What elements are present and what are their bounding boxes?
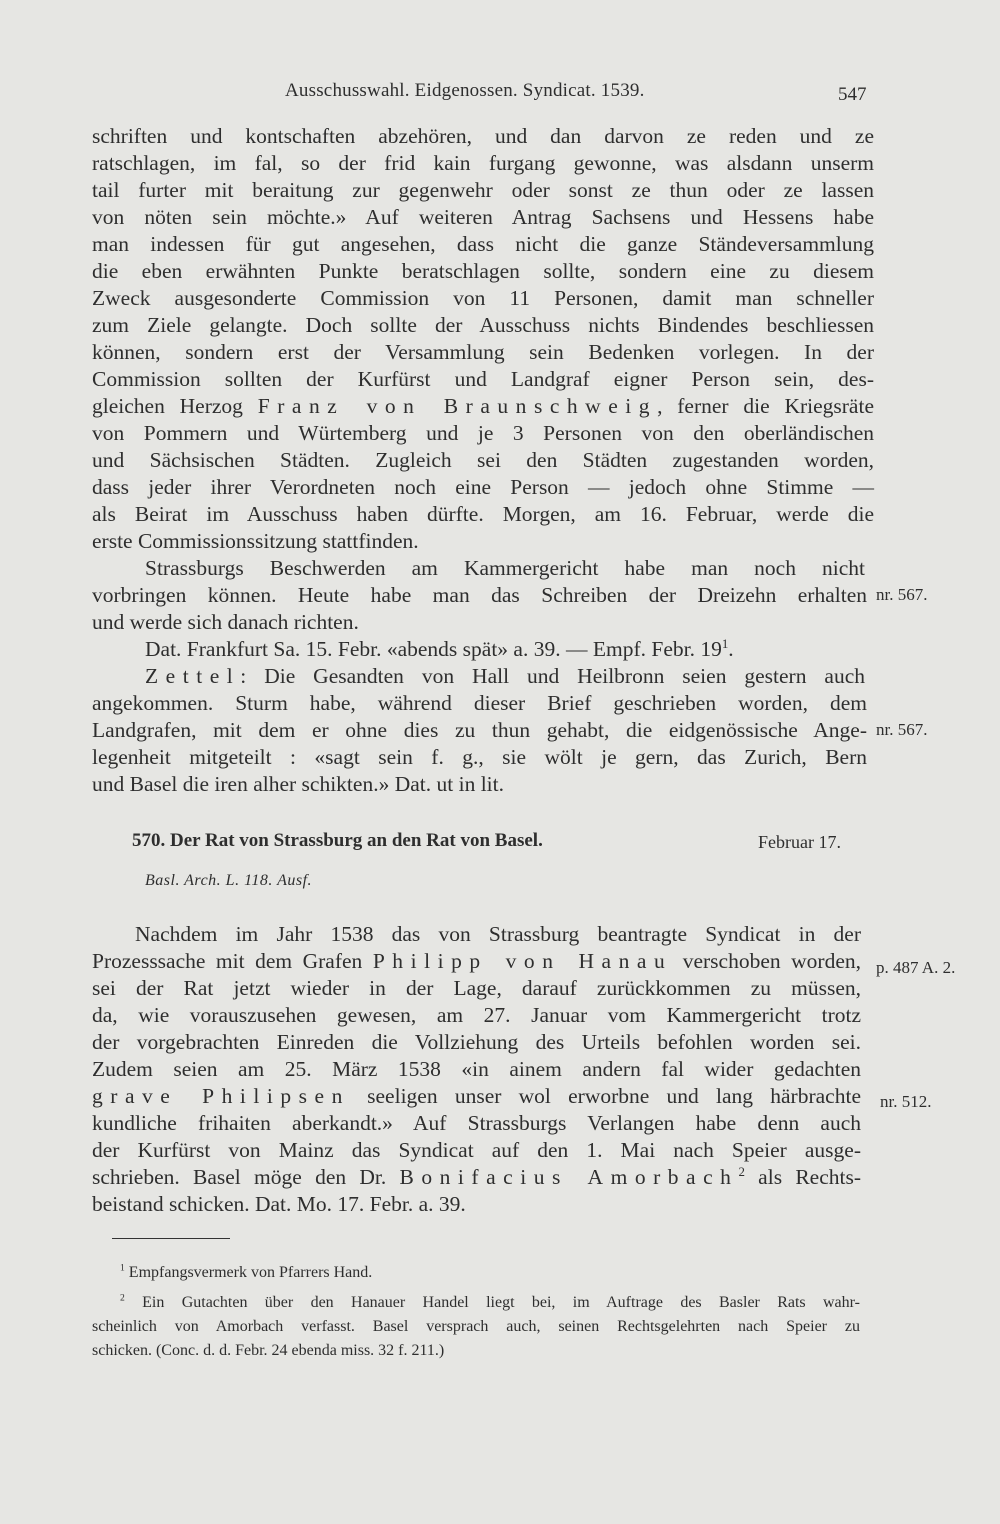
footnote-text: Empfangsvermerk von Pfarrers Hand. [128, 1264, 373, 1281]
text-span: : Die Gesandten von Hall und Heilbronn seien gestern auch [240, 664, 865, 688]
text-line: ratschlagen, im fal, so der frid kain furgang gewonne, was alsdann unserm [92, 151, 874, 175]
spaced-name: Philipp von Hanau [372, 949, 673, 973]
text-line: als Beirat im Ausschuss haben dürfte. Morgen, am 16. Februar, werde die [92, 502, 874, 526]
text-line: dass jeder ihrer Verordneten noch eine Person — jedoch ohne Stimme — [92, 475, 874, 499]
document-date: Februar 17. [758, 832, 841, 852]
text-line: von Pommern und Würtemberg und je 3 Personen von den oberländischen [92, 421, 874, 445]
margin-note: nr. 512. [880, 1092, 932, 1111]
spaced-name: grave Philipsen [92, 1084, 350, 1108]
text-line: sei der Rat jetzt wieder in der Lage, darauf zurückkommen zu müssen, [92, 976, 861, 1000]
text-line [92, 947, 861, 975]
margin-note: p. 487 A. 2. [876, 958, 956, 977]
text-line: und Basel die iren alher schikten.» Dat. ut in lit. [92, 772, 504, 796]
text-span: gleichen Herzog [92, 394, 258, 418]
margin-note: nr. 567. [876, 585, 928, 604]
text-line: können, sondern erst der Versammlung sein Bedenken vorlegen. In der [92, 340, 874, 364]
text-span: als Rechts- [744, 1165, 862, 1189]
footnote-text: Ein Gutachten über den Hanauer Handel liegt bei, im Auftrage des Basler Rats wahr- [142, 1294, 860, 1311]
text-line: Landgrafen, mit dem er ohne dies zu thun gehabt, die eidgenössische Ange- [92, 718, 867, 742]
text-line: schriften und kontschaften abzehören, und dan darvon ze reden und ze [92, 124, 874, 148]
footnote-ref: 2 [738, 1164, 745, 1179]
footnote-text: scheinlich von Amorbach verfasst. Basel versprach auch, seinen Rechtsgelehrten nach Speier zu [92, 1318, 860, 1335]
text-line: vorbringen können. Heute habe man das Schreiben der Dreizehn erhalten [92, 583, 867, 607]
page-number: 547 [838, 84, 867, 105]
text-line: von nöten sein möchte.» Auf weiteren Antrag Sachsens und Hessens habe [92, 205, 874, 229]
text-line: Commission sollten der Kurfürst und Landgraf eigner Person sein, des- [92, 367, 874, 391]
text-line [145, 662, 865, 690]
spaced-name: Franz von Braunschweig [257, 394, 658, 418]
document-title: 570. Der Rat von Strassburg an den Rat von Basel. [132, 830, 543, 851]
text-span: Prozesssache mit dem Grafen [92, 949, 373, 973]
text-line: die eben erwähnten Punkte beratschlagen sollte, sondern eine zu diesem [92, 259, 874, 283]
text-line: tail furter mit beraitung zur gegenwehr oder sonst ze thun oder ze lassen [92, 178, 874, 202]
text-span: seeligen unser wol erworbne und lang härbrachte [349, 1084, 861, 1108]
text-line: Nachdem im Jahr 1538 das von Strassburg beantragte Syndicat in der [135, 922, 861, 946]
text-line: und Sächsischen Städten. Zugleich sei den Städten zugestanden worden, [92, 448, 874, 472]
footnote-2 [120, 1292, 860, 1314]
dating-line: Dat. Frankfurt Sa. 15. Febr. «abends spät» a. 39. — Empf. Febr. $19^1$. [145, 636, 734, 661]
text-line: Strassburgs Beschwerden am Kammergericht habe man noch nicht [145, 556, 865, 580]
text-line: angekommen. Sturm habe, während dieser Brief geschrieben worden, dem [92, 691, 867, 715]
text-line [92, 392, 874, 420]
text-span: verschoben worden, [672, 949, 861, 973]
text-line: Zweck ausgesonderte Commission von 11 Personen, damit man schneller [92, 286, 874, 310]
text-span: schrieben. Basel möge den Dr. [92, 1165, 400, 1189]
footnote-ref: 1 [721, 636, 729, 651]
archive-source: Basl. Arch. L. 118. Ausf. [145, 872, 313, 889]
footnote-number: 2 [120, 1292, 125, 1304]
text-line: beistand schicken. Dat. Mo. 17. Febr. a. 39. [92, 1192, 466, 1216]
text-line: erste Commissionssitzung stattfinden. [92, 529, 419, 553]
text-line: man indessen für gut angesehen, dass nicht die ganze Ständeversammlung [92, 232, 874, 256]
footnote-text: schicken. (Conc. d. d. Febr. 24 ebenda miss. 32 f. 211.) [92, 1342, 445, 1359]
text-line: legenheit mitgeteilt : «sagt sein f. g., sie wölt je gern, das Zurich, Bern [92, 745, 867, 769]
footnote-1 [120, 1262, 860, 1284]
text-line: kundliche frihaiten aberkandt.» Auf Strassburgs Verlangen habe denn auch [92, 1111, 861, 1135]
text-line: zum Ziele gelangte. Doch sollte der Ausschuss nichts Bindendes beschliessen [92, 313, 874, 337]
text-span: Dat. Frankfurt Sa. 15. Febr. «abends spät» a. 39. — Empf. Febr. 19 [145, 637, 722, 661]
text-line: der Kurfürst von Mainz das Syndicat auf den 1. Mai nach Speier ausge- [92, 1138, 861, 1162]
spaced-label: Zettel [145, 664, 241, 688]
text-line: und werde sich danach richten. [92, 610, 359, 634]
footnote-rule [112, 1238, 230, 1239]
text-line: Zudem seien am 25. März 1538 «in ainem andern fal wider gedachten [92, 1057, 861, 1081]
footnote-number: 1 [120, 1262, 125, 1274]
text-span: , ferner die Kriegsräte [657, 394, 874, 418]
text-line: der vorgebrachten Einreden die Vollziehung des Urteils befohlen worden sei. [92, 1030, 861, 1054]
running-header: Ausschusswahl. Eidgenossen. Syndicat. 1539. [285, 80, 645, 101]
spaced-name: Bonifacius Amorbach [399, 1165, 739, 1189]
text-line: da, wie vorauszusehen gewesen, am 27. Januar vom Kammergericht trotz [92, 1003, 861, 1027]
margin-note: nr. 567. [876, 720, 928, 739]
text-line [92, 1163, 861, 1191]
text-line [92, 1082, 861, 1110]
